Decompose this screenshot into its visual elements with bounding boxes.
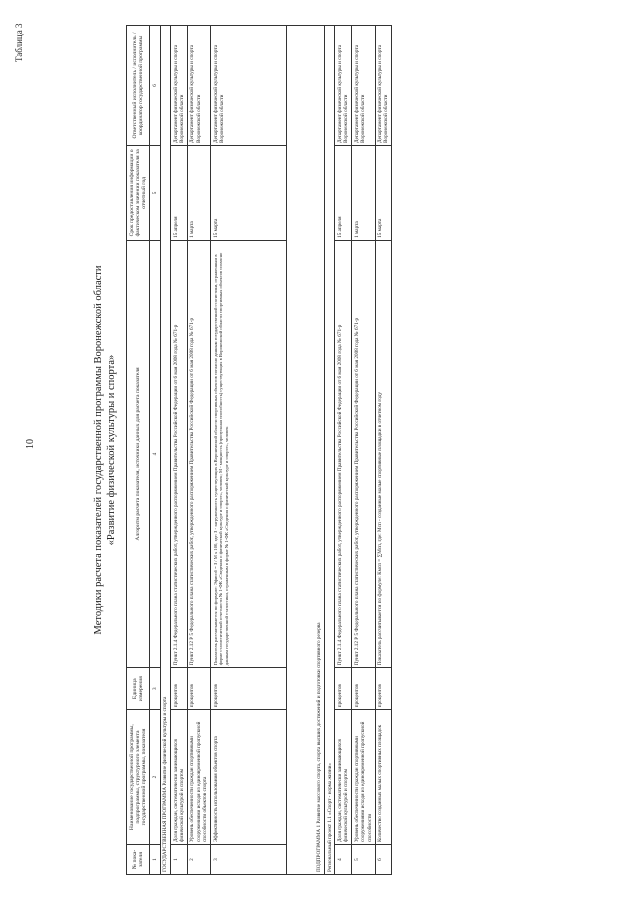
indicators-table xyxy=(126,25,392,875)
section-program: ГОСУДАРСТВЕННАЯ ПРОГРАММА Развитие физической культуры и спорта xyxy=(160,26,170,875)
row-name: Эффективность использования объектов спорта xyxy=(211,710,287,845)
document-title xyxy=(92,20,118,880)
row-algorithm: Показатель рассчитывается по формуле: Эфисоб = З / М х 100, где: З - загруженность существующих в Воронежской области спортивных объектов согласно данным государственной статистики, отраженным в форме статистической отчетности № 1-ФК «Сведения о физической культуре и спорте», человек; М - мощность (пропускная способность) существующих в Воронежской области спортивных объектов согласно данным государственной статистики, отраженным в форме № 1-ФК «Сведения о физической культуре и спорте», человек xyxy=(211,240,287,667)
section-row xyxy=(160,26,170,875)
row-name: Доля граждан, систематически занимающихся физической культурой и спортом xyxy=(335,710,352,845)
row-term: 15 марта xyxy=(211,145,287,240)
row-number: 6 xyxy=(375,845,392,875)
row-name: Доля граждан, систематически занимающихся физической культурой и спортом xyxy=(171,710,188,845)
row-term: 15 марта xyxy=(375,145,392,240)
rotated-page xyxy=(92,20,612,880)
row-number: 3 xyxy=(211,845,287,875)
table-row xyxy=(352,26,375,875)
table-row xyxy=(171,26,188,875)
row-responsible: Департамент физической культуры и спорта Воронежской области xyxy=(352,26,375,146)
row-algorithm: Пункт 2.1.4 Федерального плана статистических работ, утвержденного распоряжением Правительства Российской Федерации от 6 мая 2008 года № 671-р xyxy=(171,240,188,667)
table-row xyxy=(375,26,392,875)
header-row xyxy=(127,26,150,875)
row-responsible: Департамент физической культуры и спорта Воронежской области xyxy=(171,26,188,146)
row-unit: процентов xyxy=(352,668,375,710)
table-row xyxy=(335,26,352,875)
row-number: 4 xyxy=(335,845,352,875)
header-name: Наименование государственной программы, подпрограммы, структурного элемента государственной программы, показателя xyxy=(127,710,150,845)
row-term: 15 апреля xyxy=(171,145,188,240)
col-number: 6 xyxy=(150,26,160,146)
col-number: 2 xyxy=(150,710,160,845)
section-row xyxy=(287,26,325,875)
header-responsible: Ответственный исполнитель / исполнитель / координатор государственной программы xyxy=(127,26,150,146)
header-unit: Единица измерения xyxy=(127,668,150,710)
row-unit: процентов xyxy=(335,668,352,710)
table-row xyxy=(187,26,210,875)
row-name: Уровень обеспеченности граждан спортивными сооружениями исходя из единовременной пропускной способности xyxy=(352,710,375,845)
row-responsible: Департамент физической культуры и спорта Воронежской области xyxy=(187,26,210,146)
row-number: 5 xyxy=(352,845,375,875)
header-algorithm: Алгоритм расчета показателя, источники данных для расчета показателя xyxy=(127,240,150,667)
row-name: Уровень обеспеченности граждан спортивными сооружениями исходя из единовременной пропускной способности объектов спорта xyxy=(187,710,210,845)
row-responsible: Департамент физической культуры и спорта Воронежской области xyxy=(335,26,352,146)
row-unit: процентов xyxy=(187,668,210,710)
title-line-2: «Развитие физической культуры и спорта» xyxy=(106,354,117,546)
col-number: 4 xyxy=(150,240,160,667)
col-number: 1 xyxy=(150,845,160,875)
row-term: 1 марта xyxy=(187,145,210,240)
table-row xyxy=(211,26,287,875)
title-line-1: Методики расчета показателей государственной программы Воронежской области xyxy=(93,265,104,635)
row-algorithm: Пункт 2.12 Р 5 Федерального плана статистических работ, утвержденного распоряжением Правительства Российской Федерации от 6 мая 2008 года № 671-р xyxy=(187,240,210,667)
row-algorithm: Пункт 2.12 Р 5 Федерального плана статистических работ, утвержденного распоряжением Правительства Российской Федерации от 6 мая 2008 года № 671-р xyxy=(352,240,375,667)
row-unit: процентов xyxy=(375,668,392,710)
row-responsible: Департамент физической культуры и спорта Воронежской области xyxy=(375,26,392,146)
row-number: 1 xyxy=(171,845,188,875)
row-term: 15 апреля xyxy=(335,145,352,240)
row-term: 1 марта xyxy=(352,145,375,240)
section-project: Региональный проект 1.1 «Спорт - норма жизни» xyxy=(325,26,335,875)
section-subprogram: ПОДПРОГРАММА 1 Развитие массового спорта, спорта высших достижений и подготовки спортивного резерва xyxy=(287,26,325,875)
table-label: Таблица 3 xyxy=(14,23,24,62)
row-unit: процентов xyxy=(211,668,287,710)
row-algorithm: Пункт 2.1.4 Федерального плана статистических работ, утвержденного распоряжением Правительства Российской Федерации от 6 мая 2008 года № 671-р xyxy=(335,240,352,667)
row-name: Количество созданных малых спортивных площадок xyxy=(375,710,392,845)
row-responsible: Департамент физической культуры и спорта Воронежской области xyxy=(211,26,287,146)
column-number-row xyxy=(150,26,160,875)
page-number: 10 xyxy=(25,439,36,449)
row-number: 2 xyxy=(187,845,210,875)
section-row xyxy=(325,26,335,875)
row-algorithm: Показатель рассчитывается по формуле: Кмсп = ∑Мсп, где: Мсп - созданные малые спортивные площадки в отчетном году xyxy=(375,240,392,667)
col-number: 5 xyxy=(150,145,160,240)
header-number: № пока-зателя xyxy=(127,845,150,875)
header-term: Срок предоставления информации о фактическом значении показателя за отчетный год xyxy=(127,145,150,240)
col-number: 3 xyxy=(150,668,160,710)
row-unit: процентов xyxy=(171,668,188,710)
